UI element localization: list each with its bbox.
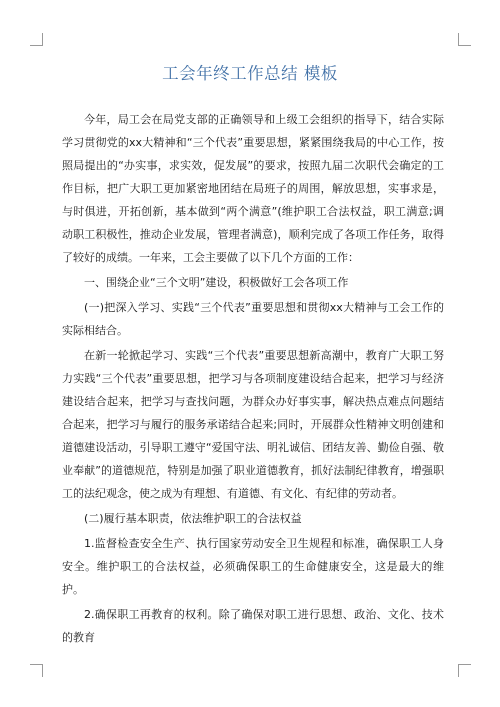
crop-mark-top-right bbox=[458, 33, 471, 46]
document-title: 工会年终工作总结 模板 bbox=[162, 64, 338, 83]
paragraph-intro: 今年，局工会在局党支部的正确领导和上级工会组织的指导下，结合实际学习贯彻党的xx大精神和“三个代表”重要思想，紧紧围绕我局的中心工作，按照局提出的“办实事，求实效，促发展”的要求，按照九届二次职代会确定的工作目标，把广大职工更加紧密地团结在局班子的周围，解放思想，实事求是，与时俱进，开拓创新，基本做到“两个满意”(维护职工合法权益，职工满意;调动职工积极性，推动企业发展，管理者满意)，顺利完成了各项工作任务，取得了较好的成绩。一年来，工会主要做了以下几个方面的工作： bbox=[62, 113, 444, 264]
document-body bbox=[62, 108, 444, 651]
subheading-2: (二)履行基本职责，依法维护职工的合法权益 bbox=[84, 512, 302, 525]
heading-section-1: 一、围绕企业“三个文明”建设，积极做好工会各项工作 bbox=[84, 276, 349, 289]
paragraph-item-1: 1.监督检查安全生产、执行国家劳动安全卫生规程和标准，确保职工人身安全。维护职工的合法权益，必须确保职工的生命健康安全，这是最大的维护。 bbox=[62, 537, 444, 596]
paragraph-item-2: 2.确保职工再教育的权利。除了确保对职工进行思想、政治、文化、技术的教育 bbox=[62, 608, 444, 644]
paragraph-study: 在新一轮掀起学习、实践“三个代表”重要思想新高潮中，教育广大职工努力实践“三个代表”重要思想，把学习与各项制度建设结合起来，把学习与经济建设结合起来，把学习与查找问题，为群众办好事实事，解决热点难点问题结合起来，把学习与履行的服务承诺结合起来;同时，开展群众性精神文明创建和道德建设活动，引导职工遵守“爱国守法、明礼诚信、团结友善、勤俭自强、敬业奉献”的道德规范，特别是加强了职业道德教育，抓好法制纪律教育，增强职工的法纪观念，使之成为有理想、有道德、有文化、有纪律的劳动者。 bbox=[62, 349, 444, 500]
crop-mark-top-left bbox=[30, 33, 43, 46]
subheading-1: (一)把深入学习、实践“三个代表”重要思想和贯彻xx大精神与工会工作的实际相结合。 bbox=[62, 301, 444, 337]
crop-mark-bottom-left bbox=[30, 664, 43, 677]
crop-mark-bottom-right bbox=[458, 664, 471, 677]
